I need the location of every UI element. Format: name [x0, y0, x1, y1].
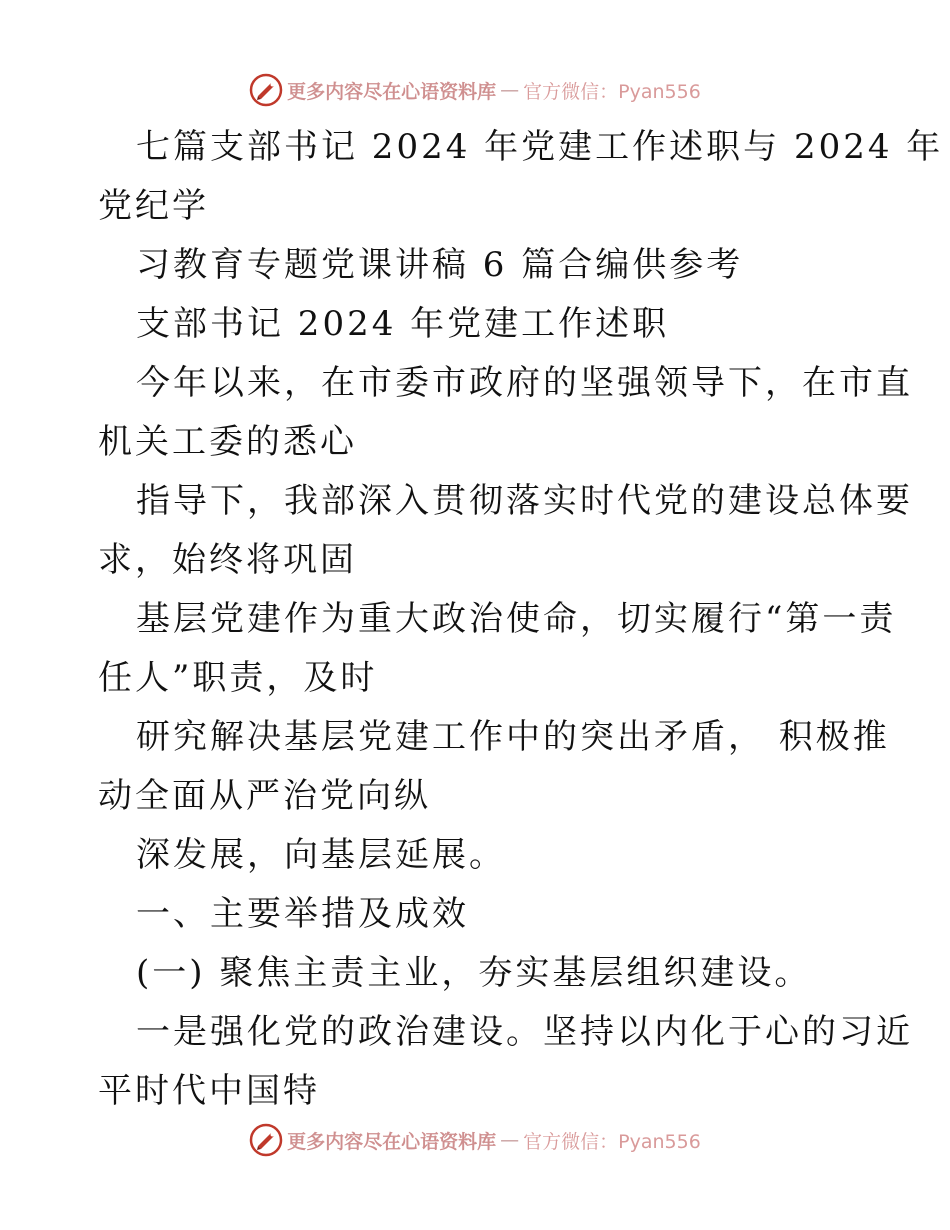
text-line: 任人”职责，及时 — [98, 658, 378, 698]
watermark-text: 更多内容尽在心语资料库 — [287, 80, 497, 103]
pen-logo-icon — [249, 73, 283, 107]
footer-watermark — [0, 1120, 950, 1160]
text-line: 党纪学 — [98, 186, 209, 226]
header-watermark — [0, 70, 950, 110]
text-line: 深发展，向基层延展。 — [136, 835, 506, 875]
text-line: 一、主要举措及成效 — [136, 894, 469, 934]
watermark-text: 更多内容尽在心语资料库 — [287, 1130, 497, 1153]
text-line: 支部书记 2024 年党建工作述职 — [136, 304, 670, 344]
watermark-suffix: 官方微信：Pyan556 — [523, 1130, 701, 1153]
text-line: (一) 聚焦主责主业，夯实基层组织建设。 — [136, 953, 812, 993]
text-line: 指导下，我部深入贯彻落实时代党的建设总体要 — [136, 481, 913, 521]
text-line: 求，始终将巩固 — [98, 540, 357, 580]
watermark-dash: — — [500, 1129, 520, 1151]
watermark-suffix: 官方微信：Pyan556 — [523, 80, 701, 103]
text-line: 基层党建作为重大政治使命，切实履行“第一责 — [136, 599, 897, 639]
text-line: 一是强化党的政治建设。坚持以内化于心的习近 — [136, 1012, 913, 1052]
document-body — [98, 118, 944, 1121]
pen-logo-icon — [249, 1123, 283, 1157]
text-line: 机关工委的悉心 — [98, 422, 357, 462]
text-line: 七篇支部书记 2024 年党建工作述职与 2024 年 — [136, 127, 944, 167]
text-line: 今年以来，在市委市政府的坚强领导下，在市直 — [136, 363, 913, 403]
text-line: 平时代中国特 — [98, 1071, 320, 1111]
text-line: 研究解决基层党建工作中的突出矛盾， 积极推 — [136, 717, 890, 757]
text-line: 习教育专题党课讲稿 6 篇合编供参考 — [136, 245, 744, 285]
watermark-dash: — — [500, 79, 520, 101]
text-line: 动全面从严治党向纵 — [98, 776, 431, 816]
